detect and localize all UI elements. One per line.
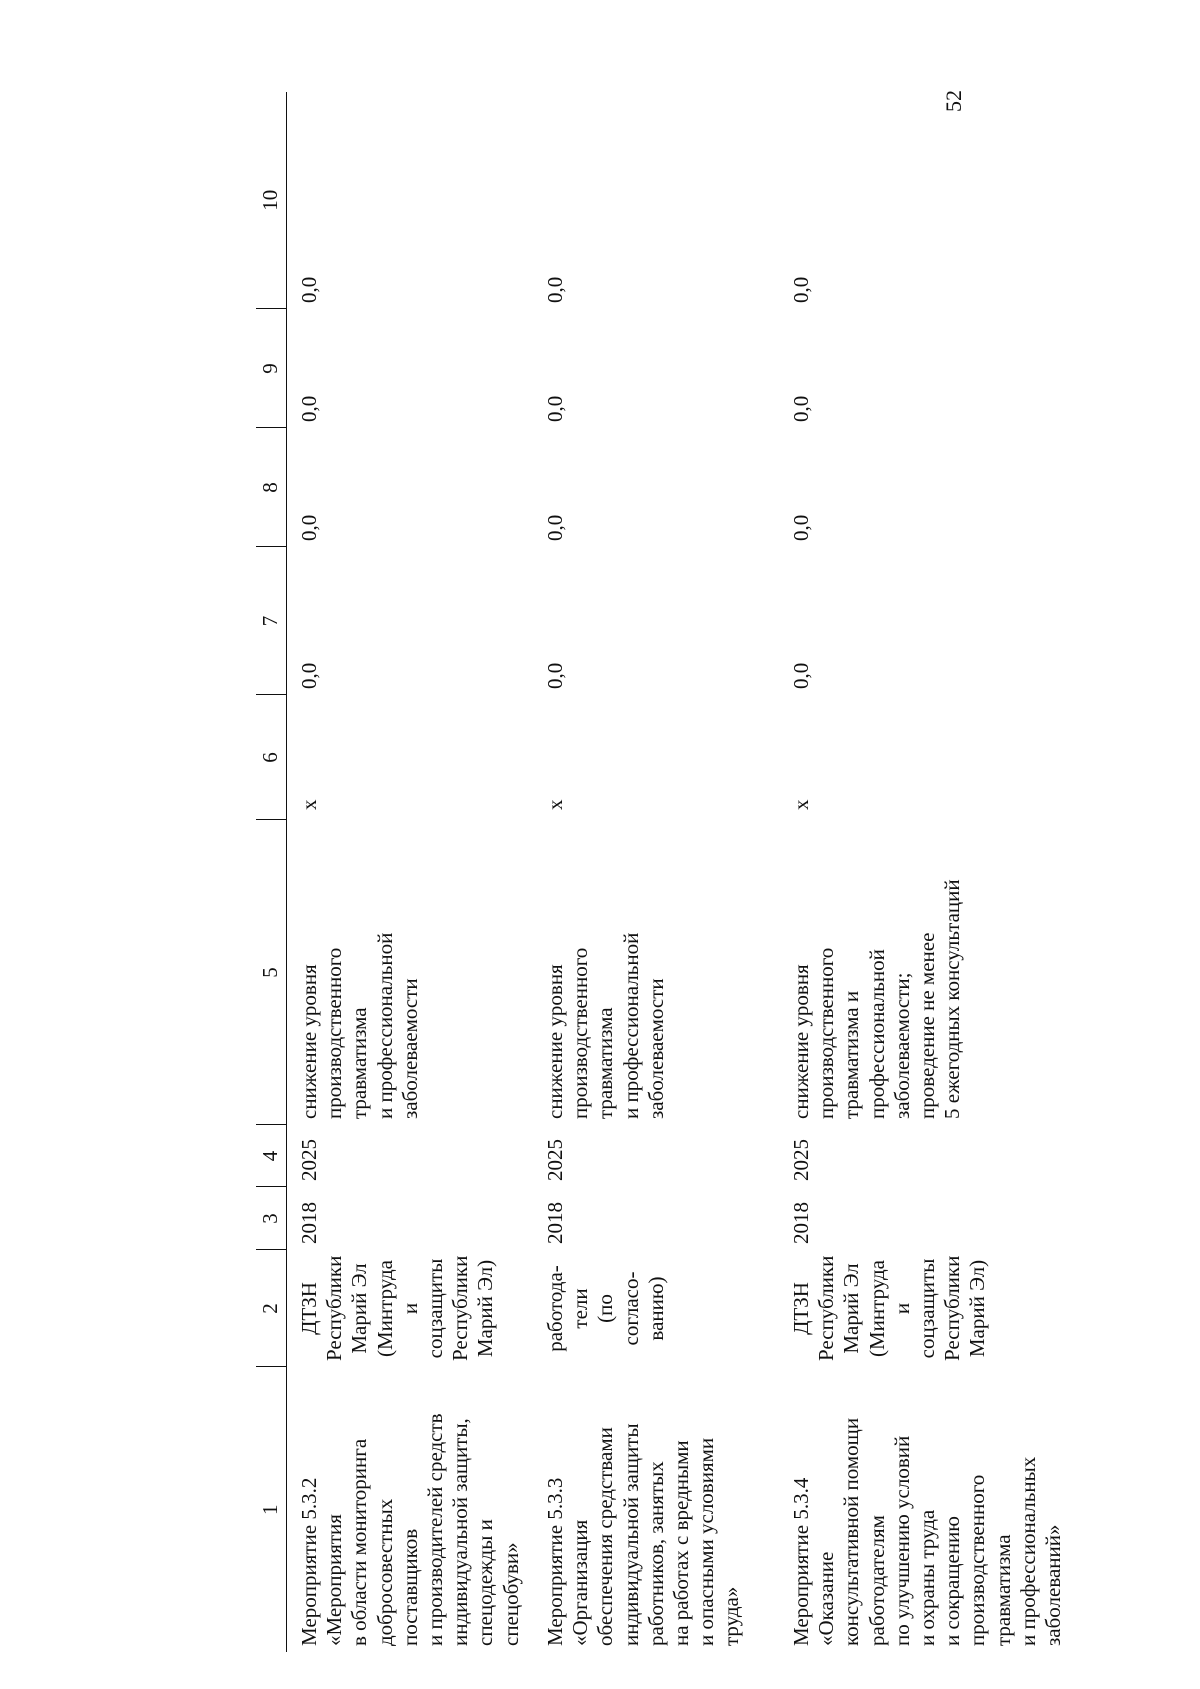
result-line: заболеваемости <box>397 978 422 1119</box>
result-line: травматизма и <box>839 990 864 1119</box>
event-line: труда» <box>719 1586 744 1646</box>
col10-value: 0,0 <box>297 276 321 303</box>
column-header: 7 <box>256 547 287 695</box>
executor-line: Марий Эл) <box>473 1259 498 1358</box>
event-line: Мероприятие 5.3.4 <box>789 1477 813 1646</box>
event-line: и опасными условиями <box>694 1437 719 1646</box>
event-line: работодателям <box>864 1515 889 1646</box>
column-header: 3 <box>256 1187 287 1250</box>
col7-value: 0,0 <box>297 662 321 689</box>
result-line: 5 ежегодных консультаций <box>940 879 965 1119</box>
column-header: 10 <box>256 92 287 309</box>
event-line: и сокращению <box>940 1516 965 1646</box>
result-cell <box>533 820 779 1125</box>
event-line: заболеваний» <box>1040 1524 1065 1646</box>
executor-line: Республики <box>940 1255 965 1361</box>
event-line: спецобуви» <box>498 1542 523 1646</box>
start-year-cell: 2018 <box>543 1202 567 1244</box>
event-line: спецодежды и <box>473 1519 498 1646</box>
result-cell <box>779 820 1066 1125</box>
result-line: проведение не менее <box>914 932 939 1119</box>
start-year-cell: 2018 <box>789 1202 813 1244</box>
result-line: производственного <box>322 947 347 1119</box>
page-number: 52 <box>941 90 966 112</box>
executor-line: ДТЗН <box>789 1282 813 1335</box>
executor-cell <box>533 1250 779 1367</box>
column-header: 8 <box>256 428 287 547</box>
col6-cell: х <box>543 799 567 810</box>
event-line: на работах с вредными <box>668 1440 693 1646</box>
end-year-cell: 2025 <box>297 1139 321 1181</box>
event-line: по улучшению условий <box>889 1435 914 1646</box>
col7-value: 0,0 <box>543 662 567 689</box>
event-line: поставщиков <box>397 1528 422 1646</box>
event-line: и охраны труда <box>914 1509 939 1646</box>
executor-line: и соцзащиты <box>397 1258 447 1359</box>
executor-line: Республики <box>448 1255 473 1361</box>
executor-line: (Минтруда <box>864 1260 889 1357</box>
end-year-cell: 2025 <box>543 1139 567 1181</box>
event-line: «Организация <box>568 1519 593 1646</box>
event-line: и производителей средств <box>422 1413 447 1646</box>
executor-line: ДТЗН <box>297 1282 321 1335</box>
result-line: и профессиональной <box>618 932 643 1119</box>
executor-line: (по согласо- <box>593 1271 643 1346</box>
result-line: травматизма <box>347 1007 372 1119</box>
executor-line: (Минтруда <box>372 1260 397 1357</box>
event-line: добросовестных <box>372 1498 397 1646</box>
executor-line: Марий Эл <box>347 1263 372 1354</box>
program-events-table <box>256 92 1066 1652</box>
result-line: и профессиональной <box>372 932 397 1119</box>
column-header: 1 <box>256 1367 287 1652</box>
event-line: «Оказание <box>814 1551 839 1646</box>
result-line: производственного <box>568 947 593 1119</box>
col10-value: 0,0 <box>543 276 567 303</box>
column-number-row <box>256 92 287 1652</box>
event-line: консультативной помощи <box>839 1417 864 1646</box>
col8-value: 0,0 <box>543 514 567 541</box>
result-line: производственного <box>814 947 839 1119</box>
result-line: профессиональной <box>864 949 889 1119</box>
column-header: 9 <box>256 309 287 428</box>
event-line: травматизма <box>990 1534 1015 1646</box>
event-line: индивидуальной защиты <box>618 1423 643 1646</box>
col6-cell: х <box>789 799 813 810</box>
col9-value: 0,0 <box>543 395 567 422</box>
event-line: обеспечения средствами <box>593 1427 618 1646</box>
table-row <box>287 92 534 1652</box>
col7-value: 0,0 <box>789 662 813 689</box>
executor-line: работода- <box>543 1265 567 1352</box>
executor-line: тели <box>568 1288 593 1329</box>
event-line: работников, занятых <box>643 1461 668 1646</box>
executor-line: Республики <box>814 1255 839 1361</box>
table-row <box>533 92 779 1652</box>
executor-line: ванию) <box>643 1276 668 1341</box>
event-line: «Мероприятия <box>322 1514 347 1646</box>
column-header: 6 <box>256 695 287 820</box>
landscape-table-area <box>256 92 1065 1652</box>
start-year-cell: 2018 <box>297 1202 321 1244</box>
result-cell <box>287 820 534 1125</box>
event-cell <box>287 1367 534 1652</box>
table-row <box>779 92 1066 1652</box>
result-line: заболеваемости <box>643 978 668 1119</box>
event-line: индивидуальной защиты, <box>448 1418 473 1646</box>
column-header: 5 <box>256 820 287 1125</box>
col10-value: 0,0 <box>789 276 813 303</box>
event-cell <box>533 1367 779 1652</box>
column-header: 2 <box>256 1250 287 1367</box>
result-line: снижение уровня <box>789 964 813 1119</box>
event-line: и профессиональных <box>1015 1456 1040 1646</box>
result-line: заболеваемости; <box>889 972 914 1119</box>
result-line: травматизма <box>593 1007 618 1119</box>
event-cell <box>779 1367 1066 1652</box>
event-line: Мероприятие 5.3.3 <box>543 1477 567 1646</box>
event-line: в области мониторинга <box>347 1438 372 1646</box>
event-line: производственного <box>965 1474 990 1646</box>
event-line: Мероприятие 5.3.2 <box>297 1477 321 1646</box>
column-header: 4 <box>256 1125 287 1187</box>
col9-value: 0,0 <box>297 395 321 422</box>
result-line: снижение уровня <box>297 964 321 1119</box>
end-year-cell: 2025 <box>789 1139 813 1181</box>
executor-line: Марий Эл) <box>965 1259 990 1358</box>
executor-line: Республики <box>322 1255 347 1361</box>
executor-cell <box>287 1250 534 1367</box>
executor-line: Марий Эл <box>839 1263 864 1354</box>
col6-cell: х <box>297 799 321 810</box>
col8-value: 0,0 <box>789 514 813 541</box>
executor-cell <box>779 1250 1066 1367</box>
col8-value: 0,0 <box>297 514 321 541</box>
col9-value: 0,0 <box>789 395 813 422</box>
executor-line: и соцзащиты <box>889 1258 939 1359</box>
result-line: снижение уровня <box>543 964 567 1119</box>
